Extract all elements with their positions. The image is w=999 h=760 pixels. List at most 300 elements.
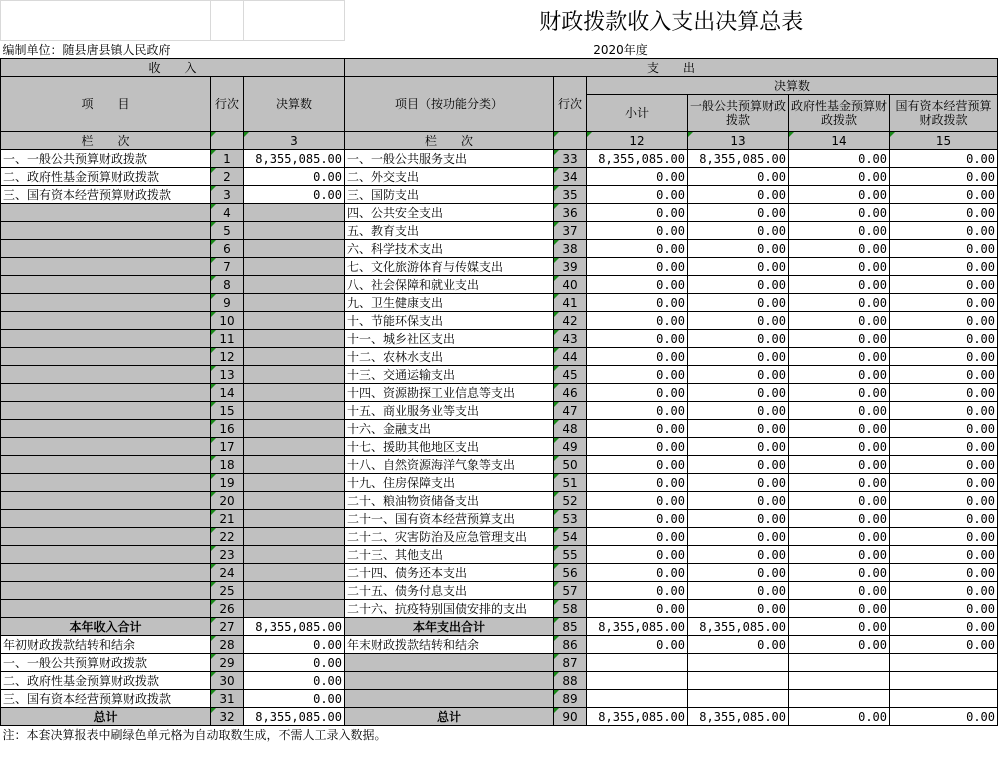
expense-fund[interactable]: 0.00 (789, 312, 890, 330)
carry-fund[interactable] (789, 654, 890, 672)
expense-subtotal[interactable]: 0.00 (587, 222, 688, 240)
expense-fund[interactable]: 0.00 (789, 438, 890, 456)
table-row (1, 150, 998, 168)
table-row (1, 222, 998, 240)
expense-fund[interactable]: 0.00 (789, 456, 890, 474)
col-subtotal: 小计 (587, 95, 688, 132)
expense-general[interactable]: 0.00 (688, 528, 789, 546)
carry-fund[interactable] (789, 672, 890, 690)
income-item (1, 222, 211, 240)
expense-state[interactable]: 0.00 (890, 186, 998, 204)
expense-general[interactable]: 0.00 (688, 348, 789, 366)
lanci-label-ex: 栏 次 (345, 132, 554, 150)
expense-fund[interactable]: 0.00 (789, 528, 890, 546)
expense-subtotal[interactable]: 0.00 (587, 294, 688, 312)
grand_total-general[interactable]: 8,355,085.00 (688, 708, 789, 726)
total_year-state[interactable]: 0.00 (890, 618, 998, 636)
expense-general[interactable]: 0.00 (688, 582, 789, 600)
expense-subtotal[interactable]: 0.00 (587, 276, 688, 294)
income-row-num: 22 (211, 528, 244, 546)
income-row-num: 25 (211, 582, 244, 600)
col-num-15: 15 (890, 132, 998, 150)
expense-fund[interactable]: 0.00 (789, 510, 890, 528)
carry-income-amount[interactable]: 0.00 (244, 690, 345, 708)
expense-state[interactable]: 0.00 (890, 438, 998, 456)
income-row-num: 29 (211, 654, 244, 672)
table-row (1, 186, 998, 204)
col-amount: 决算数 (244, 77, 345, 132)
carry-row (1, 636, 998, 654)
income-row-num: 6 (211, 240, 244, 258)
expense-subtotal[interactable]: 0.00 (587, 384, 688, 402)
income-amount[interactable]: 0.00 (244, 186, 345, 204)
income-amount (244, 564, 345, 582)
expense-fund[interactable]: 0.00 (789, 582, 890, 600)
expense-item: 七、文化旅游体育与传媒支出 (345, 258, 554, 276)
expense-row-num: 85 (554, 618, 587, 636)
income-amount (244, 366, 345, 384)
expense-state[interactable]: 0.00 (890, 150, 998, 168)
income-row-num: 5 (211, 222, 244, 240)
col-general: 一般公共预算财政拨款 (688, 95, 789, 132)
expense-row-num: 53 (554, 510, 587, 528)
expense-item: 九、卫生健康支出 (345, 294, 554, 312)
table-row (1, 582, 998, 600)
income-item (1, 546, 211, 564)
income-row-num: 31 (211, 690, 244, 708)
carry-state[interactable] (890, 672, 998, 690)
expense-item: 四、公共安全支出 (345, 204, 554, 222)
income-amount (244, 600, 345, 618)
table-row (1, 438, 998, 456)
income-amount (244, 348, 345, 366)
income-amount (244, 330, 345, 348)
expense-fund[interactable]: 0.00 (789, 564, 890, 582)
expense-item: 三、国防支出 (345, 186, 554, 204)
income-item (1, 312, 211, 330)
table-row (1, 366, 998, 384)
expense-subtotal[interactable]: 0.00 (587, 420, 688, 438)
income-row-num: 23 (211, 546, 244, 564)
expense-subtotal[interactable]: 0.00 (587, 258, 688, 276)
expense-item: 十五、商业服务业等支出 (345, 402, 554, 420)
income-item (1, 348, 211, 366)
expense-fund[interactable]: 0.00 (789, 474, 890, 492)
expense-subtotal[interactable]: 0.00 (587, 240, 688, 258)
income-amount (244, 582, 345, 600)
grand_total-row (1, 708, 998, 726)
income-row-num: 18 (211, 456, 244, 474)
expense-general[interactable]: 0.00 (688, 600, 789, 618)
expense-row-num: 57 (554, 582, 587, 600)
expense-general[interactable]: 0.00 (688, 294, 789, 312)
expense-fund[interactable]: 0.00 (789, 546, 890, 564)
income-amount (244, 294, 345, 312)
expense-general[interactable]: 0.00 (688, 204, 789, 222)
expense-state[interactable]: 0.00 (890, 258, 998, 276)
expense-general[interactable]: 0.00 (688, 366, 789, 384)
expense-row-num: 45 (554, 366, 587, 384)
expense-state[interactable]: 0.00 (890, 600, 998, 618)
expense-row-num: 50 (554, 456, 587, 474)
expense-row-num: 43 (554, 330, 587, 348)
expense-row-num: 36 (554, 204, 587, 222)
total_year-general[interactable]: 8,355,085.00 (688, 618, 789, 636)
expense-item: 二十三、其他支出 (345, 546, 554, 564)
expense-item: 八、社会保障和就业支出 (345, 276, 554, 294)
expense-subtotal[interactable]: 0.00 (587, 168, 688, 186)
expense-subtotal[interactable]: 0.00 (587, 348, 688, 366)
expense-item: 二十六、抗疫特别国债安排的支出 (345, 600, 554, 618)
expense-subtotal[interactable]: 8,355,085.00 (587, 150, 688, 168)
carry-general[interactable] (688, 672, 789, 690)
expense-subtotal[interactable]: 0.00 (587, 510, 688, 528)
expense-fund[interactable]: 0.00 (789, 330, 890, 348)
table-row (1, 240, 998, 258)
carry-state[interactable] (890, 690, 998, 708)
income-item (1, 600, 211, 618)
expense-state[interactable]: 0.00 (890, 294, 998, 312)
lanci-label: 栏 次 (1, 132, 211, 150)
grand_total-fund[interactable]: 0.00 (789, 708, 890, 726)
income-amount[interactable]: 8,355,085.00 (244, 150, 345, 168)
table-row (1, 510, 998, 528)
expense-general[interactable]: 0.00 (688, 474, 789, 492)
income-row-num: 26 (211, 600, 244, 618)
expense-item: 二、外交支出 (345, 168, 554, 186)
expense-general[interactable]: 0.00 (688, 240, 789, 258)
carry-income-item: 二、政府性基金预算财政拨款 (1, 672, 211, 690)
expense-item: 二十二、灾害防治及应急管理支出 (345, 528, 554, 546)
income-row-num: 24 (211, 564, 244, 582)
table-row (1, 294, 998, 312)
expense-subtotal[interactable]: 0.00 (587, 492, 688, 510)
income-amount (244, 438, 345, 456)
table-row (1, 492, 998, 510)
table-row (1, 564, 998, 582)
expense-general[interactable]: 0.00 (688, 492, 789, 510)
col-num-12: 12 (587, 132, 688, 150)
table-row (1, 600, 998, 618)
expense-state[interactable]: 0.00 (890, 240, 998, 258)
expense-general[interactable]: 0.00 (688, 312, 789, 330)
expense-item: 二十五、债务付息支出 (345, 582, 554, 600)
income-row-num: 27 (211, 618, 244, 636)
expense-row-num: 38 (554, 240, 587, 258)
expense-item: 六、科学技术支出 (345, 240, 554, 258)
expense-fund[interactable]: 0.00 (789, 168, 890, 186)
unit-label: 编制单位：随县唐县镇人民政府 (2, 43, 171, 57)
total_year-subtotal[interactable]: 8,355,085.00 (587, 618, 688, 636)
income-amount[interactable]: 0.00 (244, 168, 345, 186)
expense-row-num: 51 (554, 474, 587, 492)
income-item: 一、一般公共预算财政拨款 (1, 150, 211, 168)
income-row-num: 30 (211, 672, 244, 690)
expense-fund[interactable]: 0.00 (789, 492, 890, 510)
expense-item: 二十一、国有资本经营预算支出 (345, 510, 554, 528)
col-num-14: 14 (789, 132, 890, 150)
income-item (1, 204, 211, 222)
expense-item: 十三、交通运输支出 (345, 366, 554, 384)
table-row (1, 330, 998, 348)
income-item: 二、政府性基金预算财政拨款 (1, 168, 211, 186)
income-item (1, 474, 211, 492)
carry-state[interactable] (890, 654, 998, 672)
income-row-num: 21 (211, 510, 244, 528)
expense-general[interactable]: 0.00 (688, 546, 789, 564)
expense-state[interactable]: 0.00 (890, 222, 998, 240)
expense-state[interactable]: 0.00 (890, 528, 998, 546)
expense-subtotal[interactable]: 0.00 (587, 546, 688, 564)
expense-general[interactable]: 8,355,085.00 (688, 150, 789, 168)
income-amount (244, 528, 345, 546)
expense-state[interactable]: 0.00 (890, 510, 998, 528)
expense-subtotal[interactable]: 0.00 (587, 204, 688, 222)
income-row-num: 4 (211, 204, 244, 222)
expense-state[interactable]: 0.00 (890, 348, 998, 366)
carry-subtotal[interactable] (587, 672, 688, 690)
footnote: 注：本套决算报表中刷绿色单元格为自动取数生成，不需人工录入数据。 (2, 728, 387, 742)
col-fund: 政府性基金预算财政拨款 (789, 95, 890, 132)
table-row (1, 528, 998, 546)
income-item (1, 294, 211, 312)
expense-fund[interactable]: 0.00 (789, 276, 890, 294)
expense-row-num: 88 (554, 672, 587, 690)
expense-state[interactable]: 0.00 (890, 366, 998, 384)
expense-general[interactable]: 0.00 (688, 222, 789, 240)
expense-fund[interactable]: 0.00 (789, 240, 890, 258)
total_year-fund[interactable]: 0.00 (789, 618, 890, 636)
expense-state[interactable]: 0.00 (890, 546, 998, 564)
expense-row-num: 55 (554, 546, 587, 564)
expense-subtotal[interactable]: 0.00 (587, 600, 688, 618)
income-row-num: 3 (211, 186, 244, 204)
expense-state[interactable]: 0.00 (890, 456, 998, 474)
expense-subtotal[interactable]: 0.00 (587, 528, 688, 546)
expense-row-num: 87 (554, 654, 587, 672)
income-item (1, 402, 211, 420)
income-amount (244, 492, 345, 510)
expense-item: 十、节能环保支出 (345, 312, 554, 330)
expense-subtotal[interactable]: 0.00 (587, 438, 688, 456)
income-amount (244, 240, 345, 258)
carry-expense-blank (345, 672, 554, 690)
carry-fund[interactable] (789, 690, 890, 708)
table-row (1, 348, 998, 366)
carry-subtotal[interactable] (587, 690, 688, 708)
expense-subtotal[interactable]: 0.00 (587, 186, 688, 204)
income-row-num: 7 (211, 258, 244, 276)
expense-fund[interactable]: 0.00 (789, 294, 890, 312)
expense-subtotal[interactable]: 0.00 (587, 366, 688, 384)
expense-subtotal[interactable]: 0.00 (587, 564, 688, 582)
expense-state[interactable]: 0.00 (890, 582, 998, 600)
income-amount (244, 222, 345, 240)
expense-fund[interactable]: 0.00 (789, 222, 890, 240)
expense-subtotal[interactable]: 0.00 (587, 402, 688, 420)
expense-general[interactable]: 0.00 (688, 186, 789, 204)
expense-fund[interactable]: 0.00 (789, 258, 890, 276)
total_year-income-amount[interactable]: 8,355,085.00 (244, 618, 345, 636)
expense-state[interactable]: 0.00 (890, 312, 998, 330)
income-row-num: 32 (211, 708, 244, 726)
income-row-num: 28 (211, 636, 244, 654)
expense-state[interactable]: 0.00 (890, 204, 998, 222)
expense-item: 二十四、债务还本支出 (345, 564, 554, 582)
income-amount (244, 510, 345, 528)
carry-general[interactable] (688, 654, 789, 672)
expense-general[interactable]: 0.00 (688, 456, 789, 474)
expense-fund[interactable]: 0.00 (789, 600, 890, 618)
expense-general[interactable]: 0.00 (688, 276, 789, 294)
expense-item: 二十、粮油物资储备支出 (345, 492, 554, 510)
col-num-3: 3 (244, 132, 345, 150)
income-amount (244, 456, 345, 474)
expense-row-num: 46 (554, 384, 587, 402)
carry-general[interactable]: 0.00 (688, 636, 789, 654)
income-amount (244, 546, 345, 564)
expense-subtotal[interactable]: 0.00 (587, 312, 688, 330)
expense-fund[interactable]: 0.00 (789, 420, 890, 438)
col-row-ex: 行次 (554, 77, 587, 132)
table-row (1, 474, 998, 492)
total_year-row (1, 618, 998, 636)
expense-row-num: 52 (554, 492, 587, 510)
carry-fund[interactable]: 0.00 (789, 636, 890, 654)
income-row-num: 10 (211, 312, 244, 330)
expense-fund[interactable]: 0.00 (789, 348, 890, 366)
income-item (1, 366, 211, 384)
income-item (1, 330, 211, 348)
total_year-expense-label: 本年支出合计 (345, 618, 554, 636)
carry-income-amount[interactable]: 0.00 (244, 636, 345, 654)
expense-state[interactable]: 0.00 (890, 492, 998, 510)
expense-general[interactable]: 0.00 (688, 258, 789, 276)
income-item (1, 420, 211, 438)
expense-general[interactable]: 0.00 (688, 420, 789, 438)
expense-subtotal[interactable]: 0.00 (587, 474, 688, 492)
income-amount (244, 312, 345, 330)
carry-income-amount[interactable]: 0.00 (244, 672, 345, 690)
expense-subtotal[interactable]: 0.00 (587, 330, 688, 348)
expense-general[interactable]: 0.00 (688, 402, 789, 420)
income-item (1, 258, 211, 276)
income-row-num: 16 (211, 420, 244, 438)
expense-item: 十九、住房保障支出 (345, 474, 554, 492)
expense-header: 支 出 (345, 59, 998, 77)
expense-item: 五、教育支出 (345, 222, 554, 240)
expense-fund[interactable]: 0.00 (789, 204, 890, 222)
table-row (1, 258, 998, 276)
expense-subtotal[interactable]: 0.00 (587, 456, 688, 474)
carry-expense-label: 年末财政拨款结转和结余 (345, 636, 554, 654)
carry-state[interactable]: 0.00 (890, 636, 998, 654)
expense-state[interactable]: 0.00 (890, 276, 998, 294)
total_year-income-label: 本年收入合计 (1, 618, 211, 636)
expense-fund[interactable]: 0.00 (789, 384, 890, 402)
table-row (1, 546, 998, 564)
expense-item: 十四、资源勘探工业信息等支出 (345, 384, 554, 402)
income-row-num: 12 (211, 348, 244, 366)
expense-fund[interactable]: 0.00 (789, 186, 890, 204)
page-title: 财政拨款收入支出决算总表 (539, 10, 804, 35)
expense-fund[interactable]: 0.00 (789, 402, 890, 420)
grand_total-income-label: 总计 (1, 708, 211, 726)
carry-income-item: 一、一般公共预算财政拨款 (1, 654, 211, 672)
income-amount (244, 204, 345, 222)
grand_total-subtotal[interactable]: 8,355,085.00 (587, 708, 688, 726)
col-func-item: 项目（按功能分类） (345, 77, 554, 132)
year-label: 2020年度 (593, 42, 648, 57)
expense-row-num: 47 (554, 402, 587, 420)
expense-general[interactable]: 0.00 (688, 168, 789, 186)
income-item (1, 528, 211, 546)
expense-general[interactable]: 0.00 (688, 564, 789, 582)
table-row (1, 384, 998, 402)
income-row-num: 17 (211, 438, 244, 456)
table-row (1, 312, 998, 330)
expense-state[interactable]: 0.00 (890, 330, 998, 348)
income-header: 收 入 (1, 59, 345, 77)
carry-expense-blank (345, 654, 554, 672)
expense-general[interactable]: 0.00 (688, 330, 789, 348)
expense-item: 十六、金融支出 (345, 420, 554, 438)
expense-state[interactable]: 0.00 (890, 402, 998, 420)
expense-row-num: 34 (554, 168, 587, 186)
grand_total-income-amount[interactable]: 8,355,085.00 (244, 708, 345, 726)
expense-row-num: 44 (554, 348, 587, 366)
income-item (1, 510, 211, 528)
income-row-num: 15 (211, 402, 244, 420)
expense-general[interactable]: 0.00 (688, 438, 789, 456)
income-item (1, 492, 211, 510)
expense-state[interactable]: 0.00 (890, 564, 998, 582)
expense-general[interactable]: 0.00 (688, 384, 789, 402)
income-item (1, 384, 211, 402)
expense-general[interactable]: 0.00 (688, 510, 789, 528)
carry-general[interactable] (688, 690, 789, 708)
income-amount (244, 258, 345, 276)
carry-income-amount[interactable]: 0.00 (244, 654, 345, 672)
expense-fund[interactable]: 0.00 (789, 366, 890, 384)
income-item (1, 582, 211, 600)
income-amount (244, 474, 345, 492)
grand_total-state[interactable]: 0.00 (890, 708, 998, 726)
income-item (1, 276, 211, 294)
expense-subtotal[interactable]: 0.00 (587, 582, 688, 600)
expense-row-num: 42 (554, 312, 587, 330)
carry-expense-blank (345, 690, 554, 708)
income-item (1, 456, 211, 474)
expense-state[interactable]: 0.00 (890, 168, 998, 186)
carry-detail-row (1, 672, 998, 690)
carry-subtotal[interactable] (587, 654, 688, 672)
income-row-num: 9 (211, 294, 244, 312)
expense-state[interactable]: 0.00 (890, 420, 998, 438)
carry-subtotal[interactable]: 0.00 (587, 636, 688, 654)
carry-income-label: 年初财政拨款结转和结余 (1, 636, 211, 654)
col-item: 项 目 (1, 77, 211, 132)
table-row (1, 204, 998, 222)
expense-state[interactable]: 0.00 (890, 474, 998, 492)
expense-row-num: 39 (554, 258, 587, 276)
expense-state[interactable]: 0.00 (890, 384, 998, 402)
income-amount (244, 276, 345, 294)
income-row-num: 14 (211, 384, 244, 402)
income-row-num: 11 (211, 330, 244, 348)
col-row: 行次 (211, 77, 244, 132)
expense-fund[interactable]: 0.00 (789, 150, 890, 168)
